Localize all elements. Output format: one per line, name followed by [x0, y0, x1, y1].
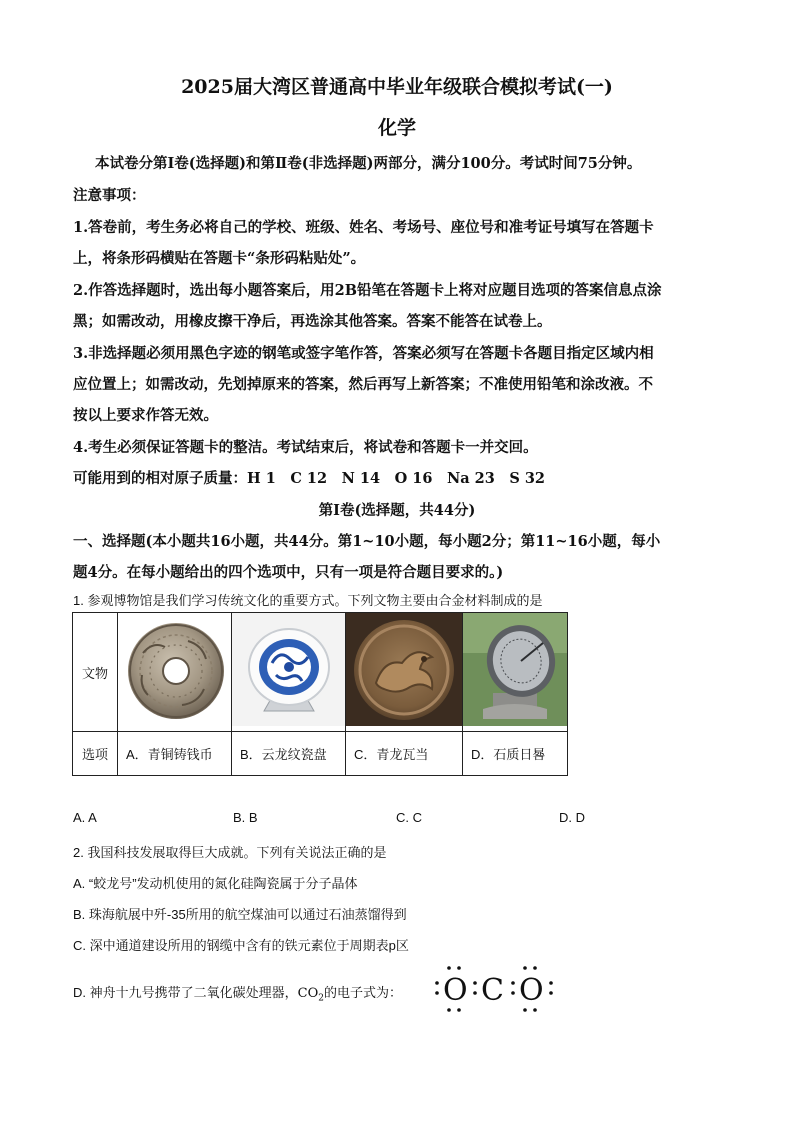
tile-end-icon: [346, 613, 462, 726]
relic-image-coin: [118, 613, 232, 732]
co2-lewis-structure: [435, 963, 555, 1015]
notes-heading: 注意事项：: [73, 187, 146, 204]
q1-option-a: A．青铜铸钱币: [118, 732, 232, 776]
q1-option-c: C．青龙瓦当: [346, 732, 463, 776]
row-label-relic: 文物: [73, 613, 118, 732]
exam-subject: 化学: [377, 117, 416, 139]
note-line: 应位置上；如需改动，先划掉原来的答案，然后再写上新答案；不准使用铅笔和涂改液。不: [73, 376, 653, 393]
q1-answer-a: A. A: [73, 810, 97, 825]
stone-sundial-icon: [463, 613, 567, 726]
q1-option-d: D．石质日晷: [463, 732, 568, 776]
note-line: 上，将条形码横贴在答题卡“条形码粘贴处”。: [73, 250, 366, 267]
q2-option-b: B. 珠海航展中歼-35所用的航空煤油可以通过石油蒸馏得到: [73, 907, 407, 922]
q2-option-d-prefix: D. 神舟十九号携带了二氧化碳处理器，: [73, 985, 298, 1000]
q1-option-b: B．云龙纹瓷盘: [232, 732, 346, 776]
co2-formula: CO: [297, 986, 319, 1001]
q2-option-d-suffix: 的电子式为：: [323, 985, 402, 1000]
q2-option-a: A. “蛟龙号”发动机使用的氮化硅陶瓷属于分子晶体: [73, 876, 358, 891]
note-line: 按以上要求作答无效。: [73, 407, 218, 424]
porcelain-plate-icon: [232, 613, 345, 726]
section-instructions: 题4分。在每小题给出的四个选项中，只有一项是符合题目要求的。): [73, 564, 504, 581]
note-line: 3.非选择题必须用黑色字迹的钢笔或签字笔作答，答案必须写在答题卡各题目指定区域内相: [73, 345, 654, 362]
exam-title: 2025届大湾区普通高中毕业年级联合模拟考试(一): [181, 76, 613, 98]
row-label-option: 选项: [73, 732, 118, 776]
section-title: 第Ⅰ卷(选择题，共44分): [318, 502, 476, 519]
q2-option-c: C. 深中通道建设所用的钢缆中含有的铁元素位于周期表p区: [73, 938, 409, 953]
note-line: 1.答卷前，考生务必将自己的学校、班级、姓名、考场号、座位号和准考证号填写在答题卡: [73, 219, 654, 236]
q1-answer-d: D. D: [559, 810, 585, 825]
note-line: 黑；如需改动，用橡皮擦干净后，再选涂其他答案。答案不能答在试卷上。: [73, 313, 552, 330]
relic-image-tile: [346, 613, 463, 732]
co2-subscript: 2: [318, 993, 324, 1004]
q1-answer-c: C. C: [396, 810, 422, 825]
q1-relics-table: [72, 612, 568, 776]
atomic-masses: 可能用到的相对原子质量：H 1 C 12 N 14 O 16 Na 23 S 32: [73, 470, 546, 487]
lewis-atom-o-right: O: [519, 973, 544, 1008]
relic-image-sundial: [463, 613, 568, 732]
bronze-coin-icon: [118, 613, 231, 726]
note-line: 2.作答选择题时，选出每小题答案后，用2B铅笔在答题卡上将对应题目选项的答案信息点涂: [73, 282, 662, 299]
q2-option-d: [73, 982, 733, 1004]
q1-answer-b: B. B: [233, 810, 258, 825]
intro-text: 本试卷分第Ⅰ卷(选择题)和第Ⅱ卷(非选择题)两部分，满分100分。考试时间75分钟。: [95, 155, 642, 172]
relic-image-plate: [232, 613, 346, 732]
lewis-atom-c: C: [481, 973, 504, 1008]
lewis-atom-o-left: O: [443, 973, 468, 1008]
note-line: 4.考生必须保证答题卡的整洁。考试结束后，将试卷和答题卡一并交回。: [73, 439, 538, 456]
section-instructions: 一、选择题(本小题共16小题，共44分。第1~10小题，每小题2分；第11~16小题，每小: [73, 533, 661, 550]
q2-stem: 2. 我国科技发展取得巨大成就。下列有关说法正确的是: [73, 845, 387, 860]
q1-stem: 1. 参观博物馆是我们学习传统文化的重要方式。下列文物主要由合金材料制成的是: [73, 593, 543, 608]
